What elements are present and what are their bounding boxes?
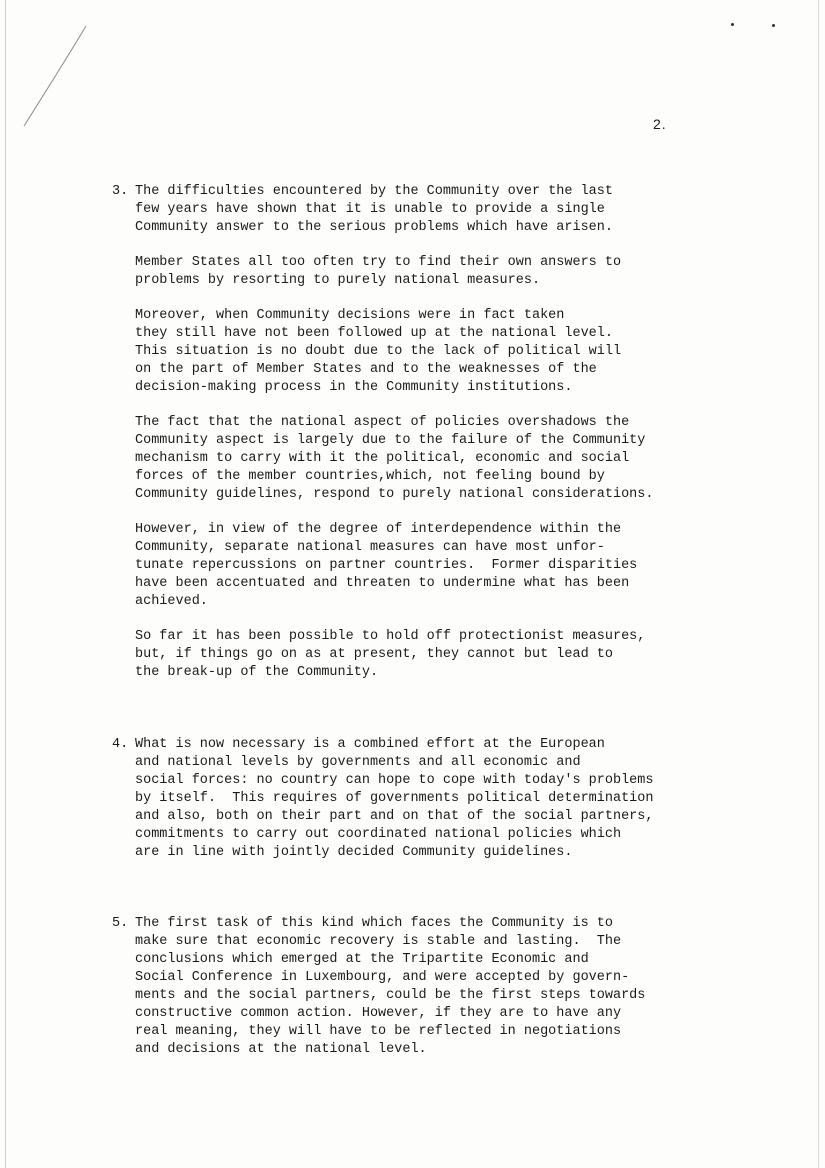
section-number: 5. [112, 916, 129, 931]
text-line: the break-up of the Community. [135, 665, 379, 680]
text-line: The difficulties encountered by the Community over the last [135, 184, 613, 199]
section-number: 3. [112, 184, 129, 199]
text-line: Community answer to the serious problems which have arisen. [135, 220, 613, 235]
text-line: tunate repercussions on partner countries. Former disparities [135, 558, 638, 573]
text-line: Community guidelines, respond to purely national considerations. [135, 487, 654, 502]
text-line: problems by resorting to purely national measures. [135, 273, 541, 288]
text-line: commitments to carry out coordinated national policies which [135, 827, 622, 842]
scan-edge-right [818, 0, 819, 1168]
text-line: This situation is no doubt due to the lack of political will [135, 344, 622, 359]
text-line: have been accentuated and threaten to undermine what has been [135, 576, 630, 591]
text-line: Community aspect is largely due to the failure of the Community [135, 433, 646, 448]
scan-speck [731, 23, 734, 26]
text-line: they still have not been followed up at the national level. [135, 326, 613, 341]
scan-edge-left [5, 0, 6, 1168]
text-line: forces of the member countries,which, not feeling bound by [135, 469, 605, 484]
text-line: and also, both on their part and on that of the social partners, [135, 809, 654, 824]
paragraph [135, 628, 722, 682]
text-line: The fact that the national aspect of policies overshadows the [135, 415, 630, 430]
text-line: ments and the social partners, could be the first steps towards [135, 988, 646, 1003]
section-3 [112, 183, 722, 699]
text-line: However, in view of the degree of interdependence within the [135, 522, 622, 537]
text-line: Social Conference in Luxembourg, and were accepted by govern- [135, 970, 630, 985]
text-line: The first task of this kind which faces the Community is to [135, 916, 613, 931]
text-line: constructive common action. However, if they are to have any [135, 1006, 622, 1021]
text-line: What is now necessary is a combined effort at the European [135, 737, 605, 752]
page-number: 2. [653, 116, 667, 132]
text-line: conclusions which emerged at the Tripartite Economic and [135, 952, 589, 967]
text-line: achieved. [135, 594, 208, 609]
paragraph [135, 915, 722, 1059]
pen-stroke-mark [18, 22, 98, 132]
text-line: mechanism to carry with it the political, economic and social [135, 451, 630, 466]
paragraph [135, 521, 722, 611]
section-4 [112, 736, 722, 879]
text-line: are in line with jointly decided Community guidelines. [135, 845, 573, 860]
text-line: but, if things go on as at present, they cannot but lead to [135, 647, 613, 662]
section-5 [112, 915, 722, 1076]
text-line: real meaning, they will have to be reflected in negotiations [135, 1024, 622, 1039]
section-number: 4. [112, 737, 129, 752]
text-line: Moreover, when Community decisions were in fact taken [135, 308, 565, 323]
text-line: So far it has been possible to hold off protectionist measures, [135, 629, 646, 644]
paragraph [135, 736, 722, 862]
text-line: by itself. This requires of governments political determination [135, 791, 654, 806]
text-line: on the part of Member States and to the weaknesses of the [135, 362, 597, 377]
text-line: make sure that economic recovery is stable and lasting. The [135, 934, 622, 949]
paragraph [135, 414, 722, 504]
text-line: Community, separate national measures can have most unfor- [135, 540, 605, 555]
scan-speck [772, 24, 775, 27]
text-line: and national levels by governments and all economic and [135, 755, 581, 770]
paragraph [135, 183, 722, 237]
text-line: Member States all too often try to find their own answers to [135, 255, 622, 270]
text-line: few years have shown that it is unable to provide a single [135, 202, 605, 217]
paragraph [135, 307, 722, 397]
paragraph [135, 254, 722, 290]
text-line: decision-making process in the Community institutions. [135, 380, 573, 395]
text-line: social forces: no country can hope to cope with today's problems [135, 773, 654, 788]
text-line: and decisions at the national level. [135, 1042, 427, 1057]
